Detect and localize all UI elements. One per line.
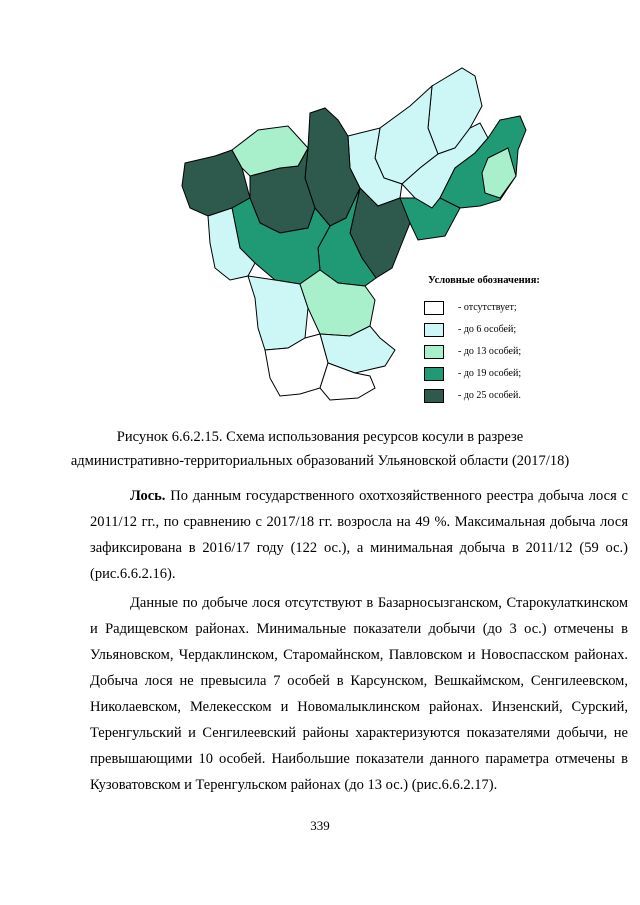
legend-title: Условные обозначения: [428, 275, 540, 286]
paragraph-text: Данные по добыче лося отсутствуют в Базарносызганском, Старокулаткинском и Радищевском районах. Минимальные показатели добычи (до 3 ос.) отмечены в Ульяновском, Чердаклинском, Старомайнском, Павловском и Новоспасском районах. Добыча лося не превысила 7 особей в Карсунском, Вешкаймском, Сенгилеевском, Николаевском, Мелекесском и Новомалыклинском районах. Инзенский, Сурский, Теренгульский и Сенгилеевский районы характеризуются показателями добычи, не превышающими 10 особей. Наибольшие показатели данного параметра отмечены в Кузоватовском и Теренгульском районах (до 13 ос.) (рис.6.6.2.17). [90, 595, 628, 793]
page-number: 339 [310, 818, 330, 833]
legend-swatch [424, 345, 444, 359]
legend-label: - до 13 особей; [458, 346, 522, 357]
legend-swatch [424, 323, 444, 337]
legend-item [424, 364, 540, 383]
paragraph-moose-districts [90, 590, 628, 798]
figure-caption [60, 425, 580, 473]
district-south-cyan-west [248, 276, 308, 350]
legend-label: - до 19 особей; [458, 368, 522, 379]
legend-item [424, 298, 540, 317]
legend-swatch [424, 367, 444, 381]
map-legend [424, 275, 540, 408]
paragraph-moose-intro [90, 483, 628, 587]
legend-label: - до 25 особей. [458, 390, 521, 401]
legend-swatch [424, 389, 444, 403]
legend-label: - до 6 особей; [458, 324, 517, 335]
legend-swatch [424, 301, 444, 315]
paragraph-lead: Лось. [130, 488, 166, 504]
caption-line-2: административно-территориальных образований Ульяновской области (2017/18) [70, 453, 570, 469]
caption-line-1: Рисунок 6.6.2.15. Схема использования ресурсов косули в разрезе [116, 429, 524, 445]
legend-label: - отсутствует; [458, 302, 517, 313]
legend-item [424, 342, 540, 361]
legend-item [424, 386, 540, 405]
paragraph-text: По данным государственного охотхозяйственного реестра добыча лося с 2011/12 гг., по сравнению с 2017/18 гг. возросла на 49 %. Максимальная добыча лося зафиксирована в 2016/17 году (122 ос.), а минимальная добыча в 2011/12 (59 ос.) (рис.6.6.2.16). [90, 488, 628, 582]
legend-item [424, 320, 540, 339]
